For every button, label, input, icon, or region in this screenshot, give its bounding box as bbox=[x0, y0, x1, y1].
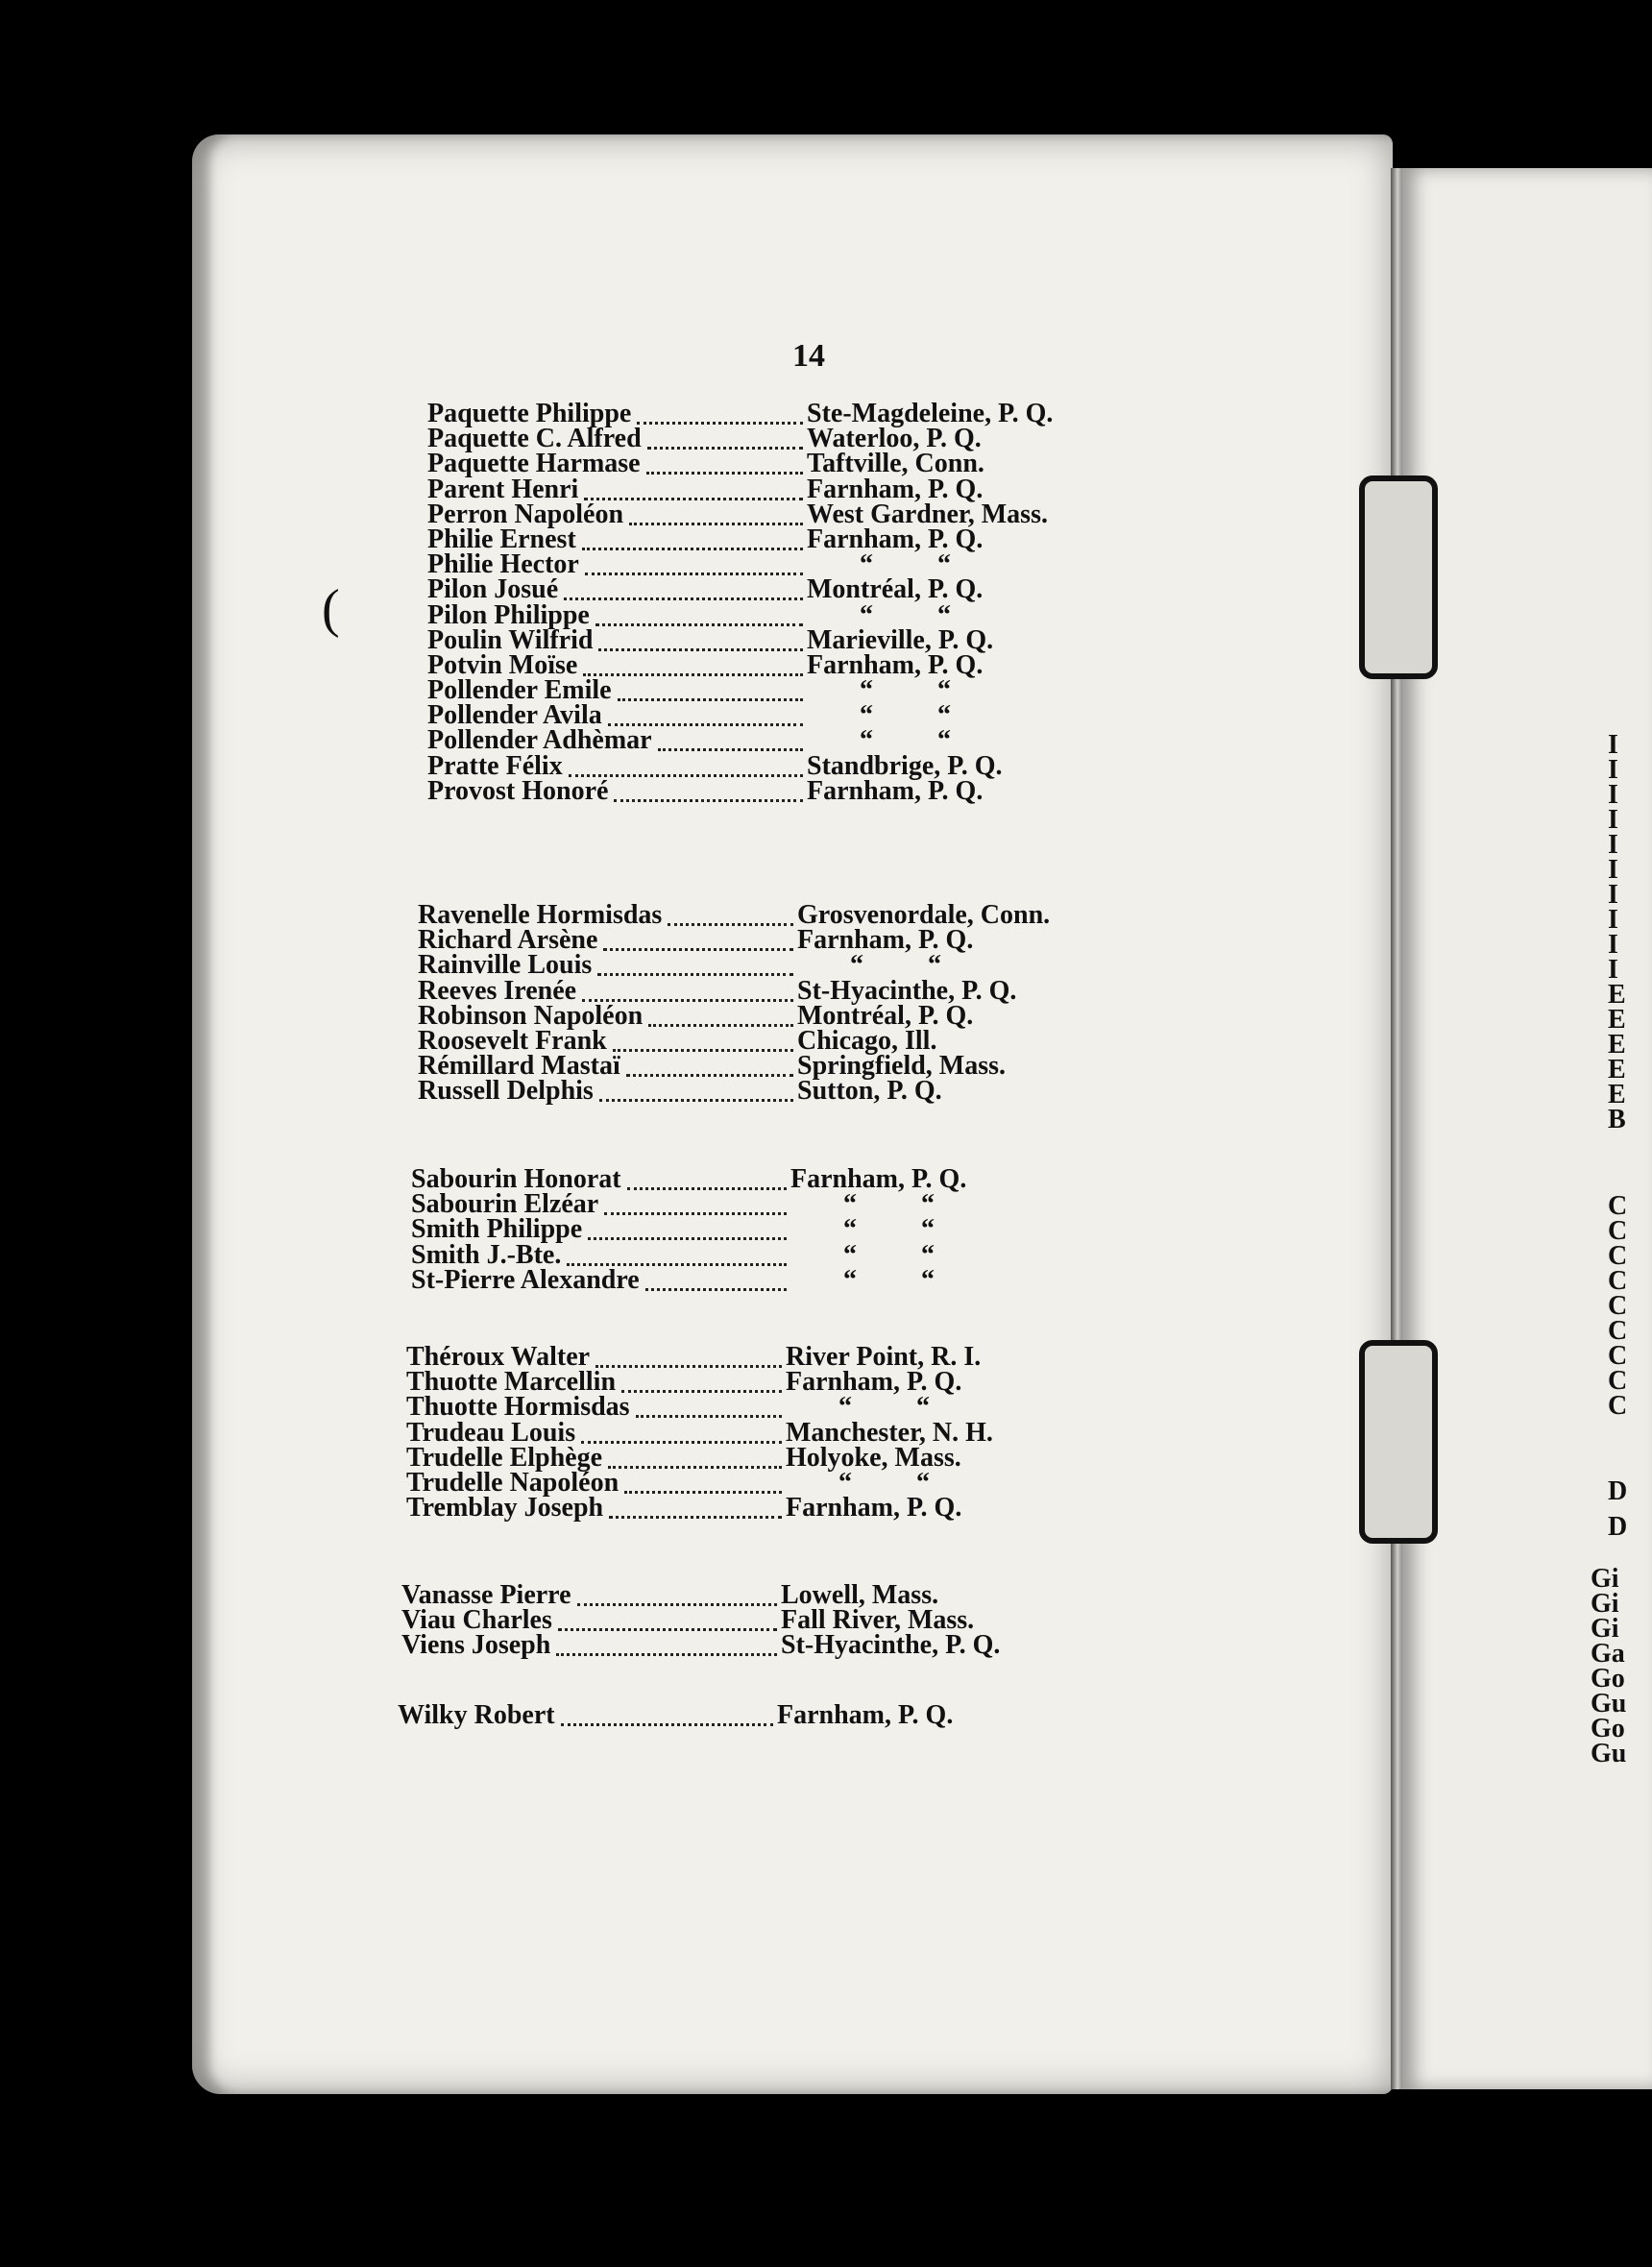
entry-name: Potvin Moïse bbox=[427, 649, 578, 680]
entry-name: Thuotte Hormisdas bbox=[406, 1392, 630, 1423]
entry-name: Pollender Avila bbox=[427, 700, 602, 731]
entry-name: Trudelle Elphège bbox=[406, 1442, 603, 1473]
entry-name: Vanasse Pierre bbox=[401, 1580, 571, 1610]
entry-place: St-Hyacinthe, P. Q. bbox=[781, 1630, 1001, 1661]
entry-name: Viens Joseph bbox=[401, 1630, 551, 1661]
entry-name: Tremblay Joseph bbox=[406, 1493, 604, 1524]
right-page-edge-letter: E bbox=[1608, 1055, 1626, 1085]
entry-place: Farnham, P. Q. bbox=[786, 1367, 962, 1398]
right-page-edge-letter: E bbox=[1608, 1030, 1626, 1060]
entry-place: Farnham, P. Q. bbox=[790, 1164, 967, 1194]
entry-place: “ “ bbox=[838, 1467, 930, 1498]
right-page-edge-letter: Ga bbox=[1591, 1639, 1625, 1669]
entry-name: Thuotte Marcellin bbox=[406, 1367, 617, 1398]
right-page-edge-letter: Go bbox=[1591, 1714, 1625, 1743]
entry-place: Farnham, P. Q. bbox=[807, 775, 984, 806]
entry-place: Marieville, P. Q. bbox=[807, 624, 994, 655]
entry-place: “ “ bbox=[838, 1392, 930, 1423]
entry-name: Sabourin Honorat bbox=[411, 1164, 621, 1194]
entry-name: St-Pierre Alexandre bbox=[411, 1264, 640, 1295]
entry-place: “ “ bbox=[860, 725, 951, 756]
entry-name: Smith Philippe bbox=[411, 1214, 583, 1245]
entry-place: “ “ bbox=[860, 700, 951, 731]
entry-name: Reeves Irenée bbox=[418, 975, 577, 1006]
right-page-edge-letter: Gi bbox=[1591, 1614, 1619, 1644]
entry-place: Sutton, P. Q. bbox=[797, 1076, 942, 1107]
margin-bracket-mark: ( bbox=[322, 579, 340, 639]
entry-place: Farnham, P. Q. bbox=[786, 1493, 962, 1524]
entry-name: Ravenelle Hormisdas bbox=[418, 900, 663, 930]
entry-name: Pollender Emile bbox=[427, 675, 612, 706]
entry-place: Farnham, P. Q. bbox=[807, 474, 984, 504]
entry-place: “ “ bbox=[860, 599, 951, 630]
entry-place: Standbrige, P. Q. bbox=[807, 750, 1003, 781]
entry-place: Ste-Magdeleine, P. Q. bbox=[807, 399, 1054, 428]
entry-place: Fall River, Mass. bbox=[781, 1605, 975, 1636]
entry-place: “ “ bbox=[850, 950, 941, 981]
entry-name: Perron Napoléon bbox=[427, 499, 624, 529]
entry-place: Montréal, P. Q. bbox=[797, 1000, 974, 1031]
entry-name: Paquette C. Alfred bbox=[427, 424, 642, 454]
right-page-edge-letter: C bbox=[1608, 1266, 1628, 1296]
entry-name: Robinson Napoléon bbox=[418, 1000, 644, 1031]
right-page-edge-letter: D bbox=[1608, 1476, 1628, 1506]
entry-name: Viau Charles bbox=[401, 1605, 552, 1636]
entry-name: Sabourin Elzéar bbox=[411, 1189, 599, 1220]
entry-name: Rémillard Mastaï bbox=[418, 1051, 620, 1082]
right-page-edge-letter: Gi bbox=[1591, 1564, 1619, 1594]
right-page-edge-letter: I bbox=[1608, 730, 1618, 760]
entry-place: Taftville, Conn. bbox=[807, 449, 984, 479]
entry-place: Farnham, P. Q. bbox=[777, 1700, 954, 1730]
right-page-edge-letter: I bbox=[1608, 805, 1618, 835]
right-page-edge-letter: I bbox=[1608, 830, 1618, 860]
entry-place: “ “ bbox=[843, 1264, 935, 1295]
entry-name: Philie Ernest bbox=[427, 524, 576, 554]
right-page-edge-letter: E bbox=[1608, 1005, 1626, 1035]
right-page-edge-letter: Gu bbox=[1591, 1739, 1627, 1768]
entry-name: Roosevelt Frank bbox=[418, 1025, 607, 1056]
right-page-edge-letter: I bbox=[1608, 880, 1618, 910]
right-page-edge-letter: I bbox=[1608, 855, 1618, 885]
right-page-edge-letter: I bbox=[1608, 930, 1618, 960]
right-page-edge-letter: E bbox=[1608, 1080, 1626, 1109]
entry-place: “ “ bbox=[860, 675, 951, 706]
entry-name: Wilky Robert bbox=[398, 1700, 555, 1730]
entry-place: “ “ bbox=[843, 1214, 935, 1245]
entry-place: Farnham, P. Q. bbox=[807, 649, 984, 680]
right-page-edge-letter: Go bbox=[1591, 1664, 1625, 1694]
entry-name: Russell Delphis bbox=[418, 1076, 594, 1107]
right-page-edge-letter: Gu bbox=[1591, 1689, 1627, 1719]
entry-name: Smith J.-Bte. bbox=[411, 1239, 562, 1270]
entry-name: Pilon Josué bbox=[427, 574, 559, 605]
entry-place: West Gardner, Mass. bbox=[807, 499, 1048, 529]
right-page-edge-letter: C bbox=[1608, 1291, 1628, 1321]
entry-place: St-Hyacinthe, P. Q. bbox=[797, 975, 1017, 1006]
entry-name: Parent Henri bbox=[427, 474, 579, 504]
entry-place: Grosvenordale, Conn. bbox=[797, 900, 1051, 930]
entry-name: Philie Hector bbox=[427, 549, 579, 580]
entry-place: Chicago, Ill. bbox=[797, 1025, 937, 1056]
entry-place: Holyoke, Mass. bbox=[786, 1442, 961, 1473]
entry-place: “ “ bbox=[843, 1189, 935, 1220]
right-page-edge-letter: I bbox=[1608, 905, 1618, 935]
entry-name: Paquette Philippe bbox=[427, 399, 632, 428]
entry-place: Waterloo, P. Q. bbox=[807, 424, 982, 454]
entry-name: Richard Arsène bbox=[418, 925, 598, 956]
entry-place: Lowell, Mass. bbox=[781, 1580, 939, 1610]
entry-name: Pilon Philippe bbox=[427, 599, 590, 630]
entry-place: “ “ bbox=[860, 549, 951, 580]
page-number: 14 bbox=[792, 338, 825, 374]
entry-name: Provost Honoré bbox=[427, 775, 609, 806]
right-page-edge-letter: I bbox=[1608, 780, 1618, 810]
entry-place: “ “ bbox=[843, 1239, 935, 1270]
entry-name: Paquette Harmase bbox=[427, 449, 641, 479]
entry-place: Montréal, P. Q. bbox=[807, 574, 984, 605]
right-page-edge-letter: C bbox=[1608, 1316, 1628, 1346]
right-page-edge-letter: I bbox=[1608, 755, 1618, 785]
right-page-edge-letter: C bbox=[1608, 1366, 1628, 1396]
entry-name: Trudelle Napoléon bbox=[406, 1467, 620, 1498]
right-page-edge-letter: Gi bbox=[1591, 1589, 1619, 1619]
right-page-edge-letter: C bbox=[1608, 1216, 1628, 1246]
entry-place: Manchester, N. H. bbox=[786, 1417, 993, 1448]
right-page-edge-letter: D bbox=[1608, 1512, 1628, 1542]
entry-place: Farnham, P. Q. bbox=[797, 925, 974, 956]
entry-name: Pollender Adhèmar bbox=[427, 725, 652, 756]
entry-place: River Point, R. I. bbox=[786, 1342, 982, 1372]
entry-name: Théroux Walter bbox=[406, 1342, 591, 1372]
right-page-edge-letter: C bbox=[1608, 1341, 1628, 1371]
entry-name: Pratte Félix bbox=[427, 750, 563, 781]
entry-place: Springfield, Mass. bbox=[797, 1051, 1007, 1082]
right-page-edge-letter: C bbox=[1608, 1191, 1628, 1221]
right-page-edge-letter: B bbox=[1608, 1105, 1626, 1134]
entry-name: Trudeau Louis bbox=[406, 1417, 576, 1448]
entry-name: Rainville Louis bbox=[418, 950, 593, 981]
right-page-edge-letter: I bbox=[1608, 955, 1618, 985]
right-page-edge-letter: C bbox=[1608, 1391, 1628, 1421]
right-page-edge-letter: C bbox=[1608, 1241, 1628, 1271]
right-page-edge-letter: E bbox=[1608, 980, 1626, 1010]
entry-place: Farnham, P. Q. bbox=[807, 524, 984, 554]
entry-name: Poulin Wilfrid bbox=[427, 624, 594, 655]
